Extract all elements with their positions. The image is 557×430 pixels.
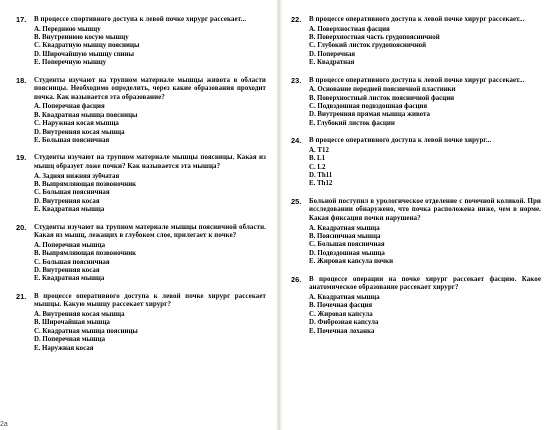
answer-option: С. L2: [309, 163, 326, 171]
question-block: [16, 16, 266, 68]
question-header: [291, 77, 541, 86]
answer-option: А. Поперечная мышца: [34, 241, 106, 249]
left-column: [16, 16, 266, 362]
question-header: [291, 16, 541, 25]
answer-option: Е. Поперечную мышцу: [34, 59, 107, 67]
question-header: [16, 154, 266, 171]
answer-option: Е. Квадратная: [309, 59, 355, 67]
answer-options: [309, 26, 541, 68]
question-number: 23.: [291, 75, 302, 85]
question-header: [291, 276, 541, 293]
question-block: [291, 137, 541, 189]
question-block: [16, 154, 266, 214]
answer-option: В. Поверхностная часть грудопоясничной: [309, 34, 440, 41]
answer-option: Е. Th12: [309, 180, 333, 188]
answer-option: Е. Почечная лоханка: [309, 327, 375, 335]
question-number: 19.: [16, 153, 27, 163]
answer-options: [309, 225, 541, 267]
answer-option: D. Широчайшую мышцу спины: [34, 50, 134, 58]
question-number: 18.: [16, 75, 27, 85]
answer-option: А. Переднюю мышцу: [34, 25, 101, 33]
answer-option: Е. Квадратная мышца: [34, 275, 105, 283]
answer-options: [34, 242, 266, 284]
answer-option: Е. Глубокий листок фасции: [309, 119, 395, 127]
question-header: [16, 77, 266, 103]
answer-option: D. Th11: [309, 172, 333, 180]
answer-option: Е. Жировая капсула почки: [309, 258, 394, 266]
answer-option: С. Глубокий листок грудопоясничной: [309, 42, 427, 50]
question-text: В процессе спортивного доступа к левой почке хирург рассекает...: [34, 16, 247, 23]
answer-option: С. Большая поясничная: [34, 189, 110, 197]
right-column: [291, 16, 541, 345]
answer-option: С. Большая поясничная: [34, 258, 110, 266]
question-block: [291, 198, 541, 267]
answer-option: А. Основание передней поясничной пластинки: [309, 86, 456, 94]
answer-option: D. Поперечная мышца: [34, 336, 106, 344]
question-number: 22.: [291, 15, 302, 24]
answer-option: А. Поперечная фасция: [34, 103, 105, 111]
answer-option: А. Квадратная мышца: [309, 224, 380, 232]
question-block: [291, 16, 541, 68]
answer-options: [34, 173, 266, 215]
answer-option: В. Выпрямляющая позвоночник: [34, 181, 137, 189]
answer-option: А. Т12: [309, 146, 329, 154]
question-header: [16, 224, 266, 241]
answer-option: В. Квадратная мышца поясницы: [34, 111, 138, 119]
question-number: 24.: [291, 136, 302, 146]
answer-option: Е. Большая поясничная: [34, 137, 110, 145]
answer-option: А. Квадратная мышца: [309, 293, 380, 301]
question-number: 21.: [16, 291, 27, 301]
answer-option: В. Поясничная мышца: [309, 233, 381, 241]
question-header: [16, 293, 266, 310]
answer-options: [34, 26, 266, 68]
question-header: [291, 137, 541, 146]
page-corner-mark: 2а: [0, 421, 8, 428]
answer-option: D. Внутренняя косая мышца: [34, 128, 125, 136]
question-block: [16, 224, 266, 284]
answer-option: С. Жировая капсула: [309, 310, 373, 318]
question-number: 20.: [16, 222, 27, 232]
question-text: Студенты изучают на трупном материале мышцы поясницы. Какая из мышц образует ложе почки? Как называется эта мышца?: [34, 154, 266, 171]
question-text: В процессе оперативного доступа к левой почке хирург рассекает мышцы. Какую мышцу рассекает хирург?: [34, 292, 266, 309]
answer-option: В. Внутреннюю косую мышцу: [34, 34, 129, 41]
answer-option: D. Поперечная: [309, 50, 356, 58]
question-text: В процессе оперативного доступа к левой почке хирург...: [309, 137, 492, 145]
answer-options: [309, 294, 541, 336]
answer-options: [34, 103, 266, 145]
answer-option: С. Большая поясничная: [309, 241, 385, 249]
answer-option: В. Широчайшая мышца: [34, 319, 110, 327]
answer-options: [309, 86, 541, 128]
answer-option: В. Почечная фасция: [309, 302, 373, 310]
answer-option: С. Квадратную мышцу поясницы: [34, 42, 140, 50]
question-block: [291, 276, 541, 336]
question-header: [16, 16, 266, 25]
page-spread-gutter: [276, 0, 282, 430]
answer-option: D. Внутренняя прямая мышца живота: [309, 111, 430, 119]
question-text: Студенты изучают на трупном материале мышцы живота в области поясницы. Необходимо определить, через какие образования проходит почка. Как называется эта образование?: [34, 76, 266, 101]
question-text: В процессе оперативного доступа к левой почке хирург рассекает...: [309, 76, 525, 84]
question-block: [16, 293, 266, 353]
answer-option: В. L1: [309, 155, 326, 163]
question-block: [16, 77, 266, 146]
answer-option: D. Подвздошная мышца: [309, 249, 385, 257]
question-text: В процессе оперативного доступа к левой почке хирург рассекает...: [309, 16, 525, 23]
question-number: 17.: [16, 15, 27, 24]
question-text: В процессе операции на почке хирург рассекает фасцию. Какое анатомическое образование рассекает хирург?: [309, 275, 541, 292]
answer-option: С. Подвздошная подвздошная фасция: [309, 103, 428, 111]
answer-option: С. Квадратная мышца поясницы: [34, 327, 138, 335]
question-block: [291, 77, 541, 129]
answer-option: D. Фиброзная капсула: [309, 319, 379, 327]
question-number: 26.: [291, 274, 302, 284]
answer-option: D. Внутренняя косая: [34, 267, 100, 275]
answer-options: [309, 147, 541, 189]
answer-option: Е. Квадратная мышца: [34, 206, 105, 214]
answer-option: D. Внутренняя косая: [34, 197, 100, 205]
answer-option: В. Поверхностный листок поясничной фасции: [309, 94, 455, 102]
answer-option: А. Внутренняя косая мышца: [34, 311, 125, 319]
answer-option: С. Наружная косая мышца: [34, 120, 119, 128]
answer-options: [34, 311, 266, 353]
question-number: 25.: [291, 196, 302, 206]
question-text: Больной поступил в урологическое отделение с почечной коликой. При исследовании обнаружено, что почка расположена ниже, чем в норме. Какая фиксация почки нарушена?: [309, 197, 541, 223]
question-text: Студенты изучают на трупном материале мышцы поясничной области. Какая из мышц, лежащих в глубоком слое, прилегает к почке?: [34, 223, 266, 240]
answer-option: В. Выпрямляющая позвоночник: [34, 250, 137, 258]
answer-option: А. Поверхностная фасция: [309, 25, 390, 33]
answer-option: Е. Наружная косая: [34, 344, 94, 352]
answer-option: А. Задняя нижняя зубчатая: [34, 172, 120, 180]
question-header: [291, 198, 541, 224]
